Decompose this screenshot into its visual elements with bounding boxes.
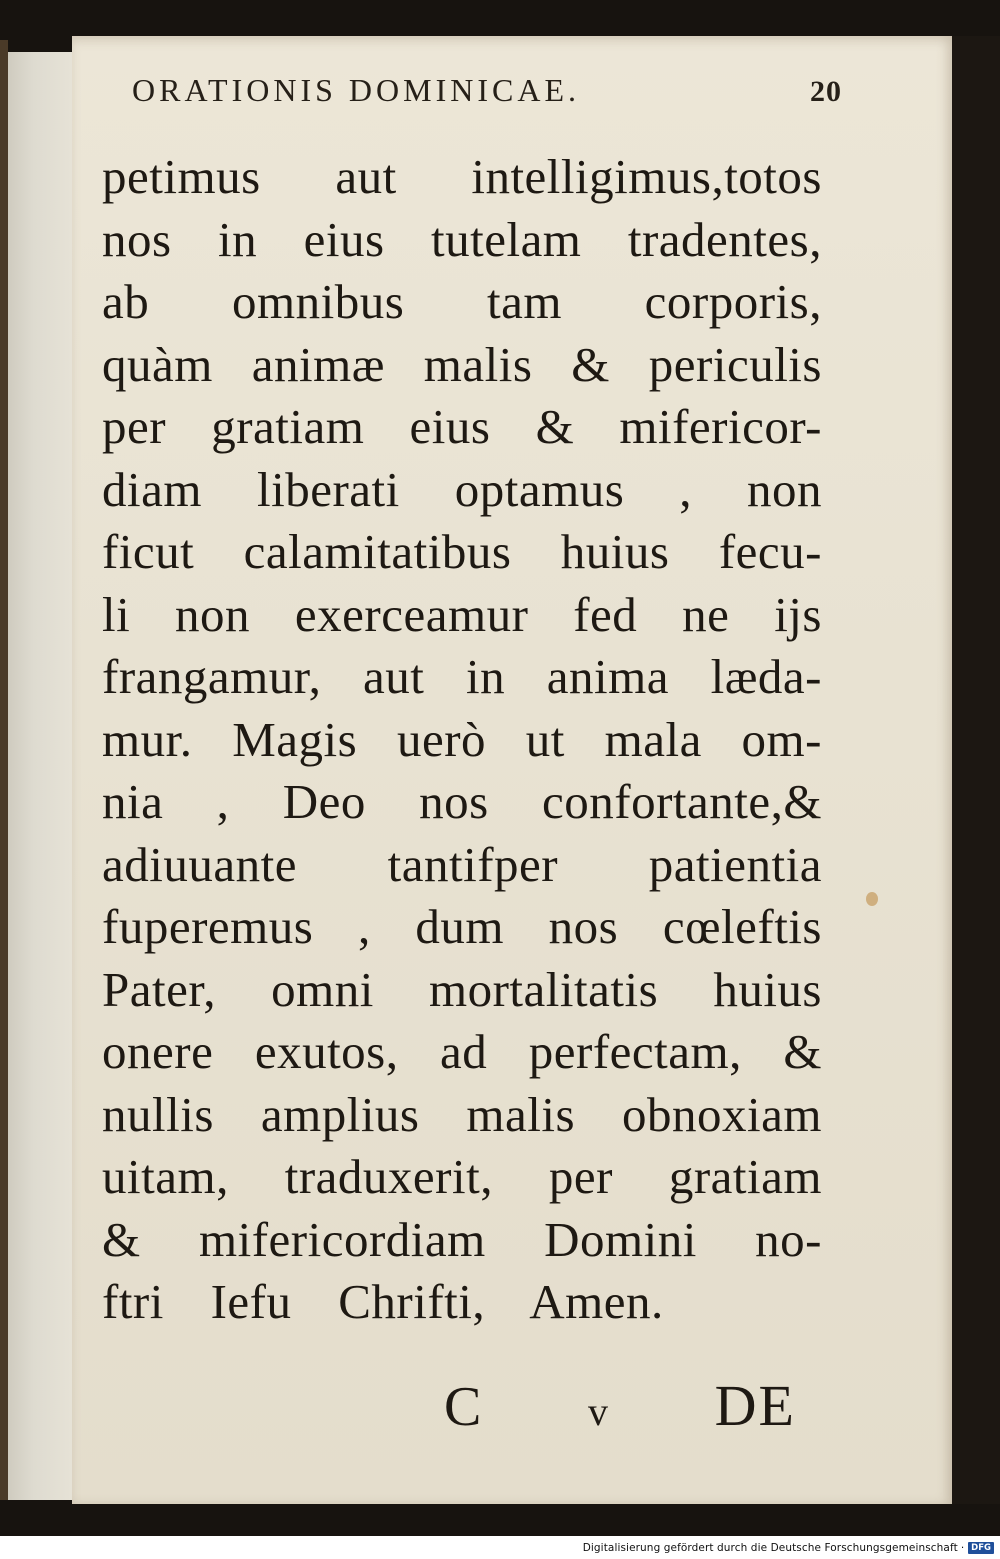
text-line: onere exutos, ad perfectam, & bbox=[102, 1024, 822, 1079]
signature-catchline bbox=[444, 1372, 796, 1442]
text-line: li non exerceamur fed ne ijs bbox=[102, 586, 822, 642]
footer-separator: · bbox=[960, 1541, 965, 1554]
text-line: fuperemus , dum nos cœleftis bbox=[102, 899, 822, 954]
text-line: mur. Magis uerò ut mala om- bbox=[102, 711, 822, 767]
text-line: uitam, traduxerit, per gratiam bbox=[102, 1149, 822, 1204]
digitization-footer bbox=[0, 1536, 1000, 1559]
scan-right-edge bbox=[952, 36, 1000, 1504]
text-line: nullis amplius malis obnoxiam bbox=[102, 1086, 822, 1142]
funding-credit: Digitalisierung gefördert durch die Deutsche Forschungsgemeinschaft bbox=[582, 1541, 958, 1554]
text-line: frangamur, aut in anima læda- bbox=[102, 649, 822, 704]
catchword: DE bbox=[714, 1373, 796, 1438]
paper-stain bbox=[866, 892, 878, 906]
text-line: petimus aut intelligimus,totos bbox=[102, 149, 822, 204]
page-gutter bbox=[8, 52, 73, 1500]
text-line: nos in eius tutelam tradentes, bbox=[102, 211, 822, 267]
running-title: ORATIONIS DOMINICAE. bbox=[132, 72, 580, 108]
body-text bbox=[102, 146, 822, 1334]
text-line: ab omnibus tam corporis, bbox=[102, 274, 822, 329]
text-line-last: ftri Iefu Chrifti, Amen. bbox=[102, 1274, 664, 1329]
text-line: per gratiam eius & mifericor- bbox=[102, 399, 822, 454]
text-line: nia , Deo nos confortante,& bbox=[102, 774, 822, 829]
dfg-logo-icon[interactable]: DFG bbox=[968, 1542, 994, 1554]
text-line: quàm animæ malis & periculis bbox=[102, 336, 822, 392]
text-line: adiuuante tantifper patientia bbox=[102, 836, 822, 892]
text-line: diam liberati optamus , non bbox=[102, 461, 822, 517]
text-line: ficut calamitatibus huius fecu- bbox=[102, 524, 822, 579]
book-page bbox=[72, 36, 952, 1504]
running-head bbox=[132, 72, 842, 112]
page-number: 20 bbox=[810, 75, 842, 108]
signature-number: v bbox=[588, 1389, 609, 1434]
signature-mark: C bbox=[444, 1376, 482, 1438]
binding-edge bbox=[0, 40, 8, 1500]
text-line: & mifericordiam Domini no- bbox=[102, 1211, 822, 1267]
text-line: Pater, omni mortalitatis huius bbox=[102, 961, 822, 1017]
